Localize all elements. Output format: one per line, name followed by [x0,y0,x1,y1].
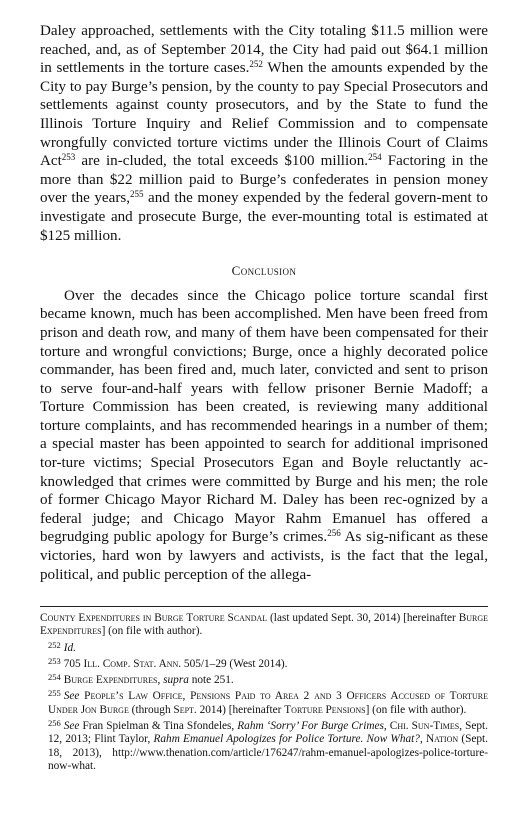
footnote-ref-254[interactable]: 254 [368,152,382,163]
footnote-text[interactable]: (Sept. 18, 2013), http://www.thenation.com/article/176247/rahm-emanuel-apologizes-police-torture-now-what. [48,733,488,772]
footnote-divider [40,606,488,607]
footnote-text: note 251. [188,674,234,687]
page-body [40,22,488,584]
footnote-text: , [383,720,390,733]
footnote-text: (last updated Sept. 30, 2014) [hereinafter [267,612,459,624]
footnote-text: Rahm ‘Sorry’ For Burge Crimes [237,720,384,733]
footnote-text: , [419,733,426,746]
footnote-text: Burge Expenditures [63,674,158,687]
footnote-text: Sept. [173,703,197,716]
paragraph-text: Daley approached, settlements with the City totaling $11.5 million were reached, and, as of September 2014, the City had paid out $64.1 million in settlements in the torture cases. [40,23,488,77]
footnote-text: Chi. Sun-Times [389,720,460,733]
section-heading-conclusion: Conclusion [231,263,297,279]
paragraph-text: Factoring in the more than $22 million paid to Burge’s confederates in pension money over the years, [40,153,488,207]
footnote-255 [40,687,488,717]
footnote-text: People’s Law Office, Pensions Paid to Area 2 and 3 Officers Accused of Torture Under Jon Burge [48,690,488,716]
footnote-number: 253 [48,655,61,666]
footnote-256 [40,717,488,773]
footnote-text: Burge Expenditures [40,612,488,638]
footnote-text: ] (on file with author). [101,625,203,638]
paragraph-text: When the amounts expended by the City to pay Burge’s pension, by the county to pay Special Prosecutors and settlements against county prosecutors, and by the State to fund the Illinois Torture Inquiry and Relief Commission and to compensate wrongfully convicted torture victims under the Illinois Court of Claims Act [40,60,488,170]
footnote-ref-256[interactable]: 256 [327,528,341,539]
footnote-number: 256 [48,718,61,729]
footnote-text: supra [163,674,189,687]
footnote-text: Rahm Emanuel Apologizes for Police Torture. Now What? [153,733,420,746]
footnote-number: 255 [48,688,61,699]
footnote-254 [40,671,488,687]
paragraph-text: are in-cluded, the total exceeds $100 million. [75,153,369,170]
footnote-text: Nation [425,733,459,746]
paragraph-text: and the money expended by the federal govern-ment to investigate and prosecute Burge, the ever-mounting total is estimated at $125 million. [40,190,488,244]
paragraph-conclusion [40,287,488,585]
paragraph-text: As sig-nificant as these victories, hard won by lawyers and activists, is the fact that the legal, political, and public perception of the allega- [40,529,488,583]
footnote-text: (through [128,703,174,716]
footnote-253 [40,655,488,671]
paragraph-text: Over the decades since the Chicago police torture scandal first became known, much has been accomplished. Men have been freed from prison and death row, and many of them have been compensated for their torture and wrongful convictions; Burge, once a highly decorated police commander, has been fired and, much later, convicted and sent to prison to serve four-and-half years with fellow prisoner Bernie Madoff; a Torture Commission has been created, is reviewing many additional torture complaints, and has recommended hearings in a number of them; a special master has been appointed to search for additional imprisoned tor-ture victims; Special Prosecutors Egan and Boyle reluctantly ac-knowledged that crimes were committed by Burge and his men; the role of former Chicago Mayor Richard M. Daley has been rec-ognized by a federal judge; and Chicago Mayor Rahm Emanuel has offered a begrudging public apology for Burge’s crimes. [40,287,488,546]
main-text [40,22,488,584]
footnote-text: Torture Pensions [284,703,366,716]
footnote-text: Ill. Comp. Stat. Ann. [83,657,182,670]
paragraph-settlements [40,22,488,245]
footnote-text: ] (on file with author). [365,703,467,716]
footnote-number: 254 [48,672,61,683]
footnote-continuation [40,612,488,639]
footnote-text: Fran Spielman & Tina Sfondeles, [79,720,238,733]
footnotes [40,612,488,773]
footnote-text: Id. [63,641,76,654]
footnote-text: 705 [63,657,84,670]
footnote-text: See [63,720,80,733]
footnote-ref-252[interactable]: 252 [249,59,263,70]
footnote-text: 505/1–29 (West 2014). [181,657,288,670]
footnote-text: County Expenditures in Burge Torture Scandal [40,612,268,624]
footnote-number: 252 [48,639,61,650]
footnote-text: 2014) [hereinafter [196,703,285,716]
footnote-text: , [157,674,164,687]
footnote-ref-253[interactable]: 253 [61,152,76,163]
footnote-text: See [63,690,80,703]
footnote-ref-255[interactable]: 255 [130,189,144,200]
footnote-text: , Sept. 12, 2013; Flint Taylor, [48,720,488,746]
footnote-252 [40,639,488,655]
